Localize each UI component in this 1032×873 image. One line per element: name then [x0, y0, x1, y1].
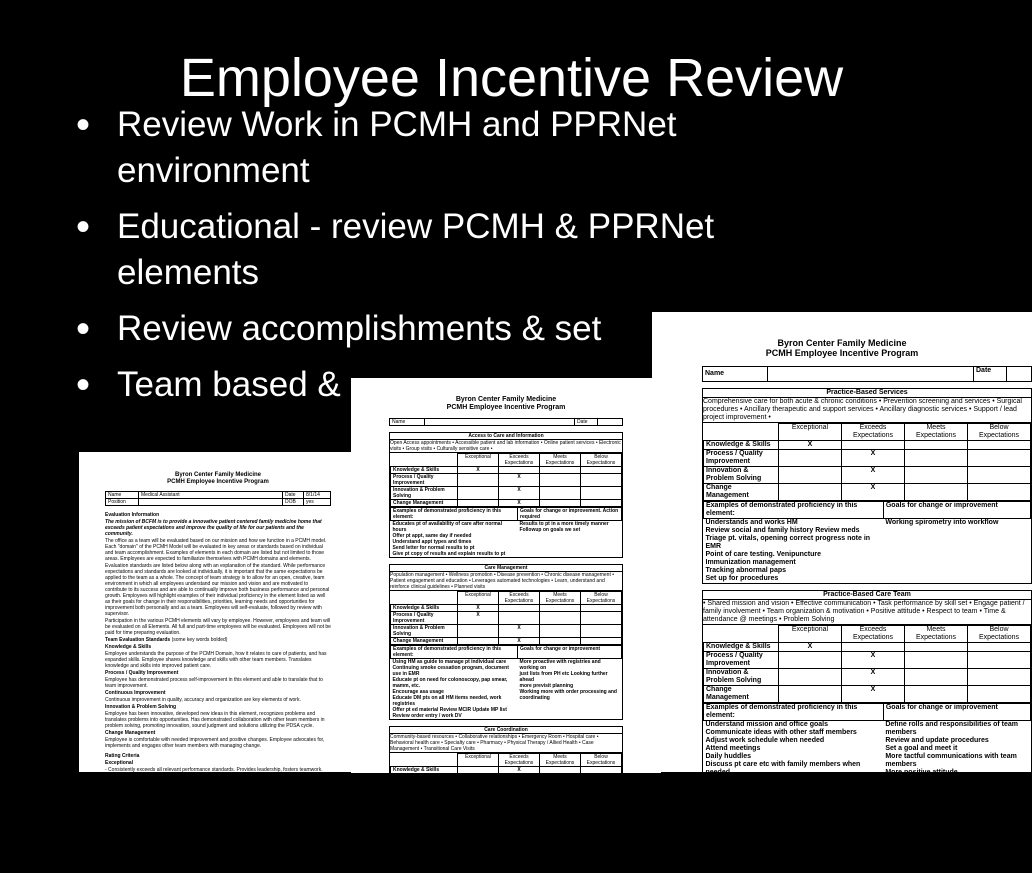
rating-cell: [458, 612, 499, 625]
goals-list: [883, 519, 1030, 584]
rating-cell: [581, 605, 622, 612]
bullet-icon: •: [76, 363, 91, 407]
example-item: Understands and works HM: [705, 519, 798, 526]
doc-header: Byron Center Family Medicine PCMH Employee Incentive Program: [167, 472, 269, 485]
section-description: Evidence-based best practices • Medication management • Patient satisfaction • Clinical outcomes analysis • Quality improvement • Risk management • Regulatory compliance • Exceptional patient experience • Quality of work • Ownership / correction of errors: [703, 802, 1031, 827]
rating-cell: [842, 845, 905, 854]
examples-goals-table: [390, 645, 622, 719]
rating-cell: [540, 767, 581, 774]
example-item: Offer pt appt, same day if needed: [392, 533, 472, 539]
rating-cell: [905, 484, 968, 501]
examples-goals-table: [703, 501, 1031, 583]
doc-header: Byron Center Family Medicine PCMH Employee Incentive Program: [446, 396, 566, 411]
rating-mark: X: [870, 686, 876, 693]
rating-table: [390, 753, 622, 807]
rating-row-label: Knowledge & Skills: [704, 441, 779, 450]
rating-cell: [968, 450, 1031, 467]
rating-column-header: Exceptional: [458, 754, 499, 767]
rating-cell: [905, 669, 968, 686]
rating-table: [703, 827, 1031, 854]
rating-cell: [499, 787, 540, 800]
rating-cell: [499, 767, 540, 774]
rating-row-label: Change Management: [391, 500, 458, 507]
evaluation-form-doc-3: [652, 312, 1032, 870]
example-item: Adjust work schedule when needed: [705, 737, 825, 744]
rating-cell: [842, 467, 905, 484]
rating-cell: [905, 686, 968, 703]
example-item: Daily huddles: [705, 753, 752, 760]
bullet-icon: •: [76, 205, 91, 249]
rating-mark: X: [870, 450, 876, 457]
goal-item: just lists from PH etc Looking further ahead: [519, 671, 608, 683]
rating-mark: X: [517, 774, 521, 780]
rating-cell: [905, 845, 968, 854]
example-item: Offer pt ed material Review MCIR Update MP list: [392, 707, 507, 713]
examples-list: [391, 659, 518, 720]
rating-cell: [842, 643, 905, 652]
goal-item: Working spirometry into workflow: [885, 519, 999, 526]
goals-list: [883, 721, 1030, 786]
rating-column-header: Exceeds Expectations: [842, 626, 905, 643]
rating-header-blank: [391, 754, 458, 767]
rating-column-header: Below Expectations: [581, 754, 622, 767]
doc-header: Byron Center Family Medicine PCMH Employee Incentive Program: [765, 338, 919, 358]
example-item: Understand mission and office goals: [705, 721, 829, 728]
rating-cell: [540, 474, 581, 487]
name-date-table: Name Date: [702, 366, 1032, 382]
rating-cell: [458, 474, 499, 487]
examples-list: [391, 521, 518, 558]
section-title: Access to Care and Information: [390, 433, 622, 440]
rating-row-label: Innovation & Problem Solving: [391, 487, 458, 500]
bullet-item: • Team based &: [76, 363, 341, 407]
rating-column-header: Exceeds Expectations: [499, 754, 540, 767]
rating-cell: [581, 787, 622, 800]
form-section: [702, 792, 1032, 873]
rating-cell: [581, 800, 622, 807]
slide-title: Employee Incentive Review: [179, 48, 844, 108]
example-item: Immunization management: [705, 559, 796, 566]
rating-cell: [540, 500, 581, 507]
rating-row-label: Innovation & Problem Solving: [391, 787, 458, 800]
rating-cell: [905, 652, 968, 669]
example-item: Set up for procedures: [705, 575, 779, 582]
examples-label: Examples of demonstrated proficiency in this element:: [391, 508, 518, 521]
rating-cell: [779, 450, 842, 467]
rating-cell: [779, 845, 842, 854]
goal-item: More proactive with registries and working on: [519, 659, 601, 671]
rating-mark: X: [517, 500, 521, 506]
rating-column-header: Meets Expectations: [905, 828, 968, 845]
rating-cell: [499, 800, 540, 807]
evaluation-form-doc-2: [351, 378, 661, 820]
rating-row-label: Process / Quality Improvement: [391, 474, 458, 487]
rating-header-blank: [704, 828, 779, 845]
rating-cell: [581, 467, 622, 474]
example-item: Review social and family history Review meds: [705, 527, 860, 534]
rating-header-blank: [704, 626, 779, 643]
rating-column-header: Exceeds Expectations: [842, 828, 905, 845]
rating-cell: [458, 500, 499, 507]
goal-item: Working more with order processing and coordinating: [519, 689, 617, 701]
rating-cell: [458, 625, 499, 638]
rating-row-label: Process / Quality Improvement: [704, 450, 779, 467]
rating-cell: [458, 800, 499, 807]
examples-goals-table: [390, 507, 622, 557]
evaluation-form-doc-1: Byron Center Family Medicine PCMH Employee Incentive Program Name Medical Assistant Date 8/1/14 Position DOB yes Evaluation Information The mission of BCFM is to provide a innovative patient centered family medicine home that exceeds patient expectations and improve the quality of life for our patients and the community. The office as a team will be evaluated based on our mission and how we function in a PCMH model. Each "domain" of the PCMH Model will be evaluated in key areas or standards based on individual and team accomplishment. Examples of elements in each domain are listed but not limited to those areas. Employees are expected to familiarize themselves with PCMH domains and elements. Evaluation standards are listed below along with an explanation of the standard. While performance expectations and standards are looked at individually, it is important that the same expectations be applied to the team as a whole. The concept of team strategy is to allow for an open, creative, team environment in which all employees understand our mission and vision and are motivated to contribute to its success and are able to continually improve both business performance and personal growth. Employees will highlight examples of their individual proficiency in the element listed as well as their goals for change in their responsibilities, priorities, learning needs and opportunities for improvement both personally and as a team. Employees will self-evaluate, followed by review with supervisor. Participation in the various PCMH elements will vary by employee. However, employees and team will be evaluated on all Elements. All full and part-time employees will be evaluated. Employees will not be paid for time preparing evaluation. Team Evaluation Standards (some key words bolded) Knowledge & Skills Employee understands the purpose of the PCMH Domain, how it relates to care of patients, and has expanded skills. Employee shares knowledge and skills with other team members. Translates knowledge and skills into improved patient care. Process / Quality Improvement Employee has demonstrated process self-improvement in this element and able to translate that to team improvement. Continuous Improvement Continuous improvement in quality, accuracy and organization are key elements of work. Innovation & Problem Solving Employee has been innovative, developed new ideas in this element, recognizes problems and translates problems into opportunities. Has demonstrated collaboration with other team members in problem solving, promoting innovation, sound judgment and solutions utilizing the PDSA cycle. Change Management Employee is comfortable with needed improvement and positive changes. Employee advocates for, implements and engages other team members with managing change. Rating Criteria Exceptional - Consistently exceeds all relevant performance standards. Provides leadership, fosters teamwork. Highly productive, innovative, responsive. Generates top quality work. Exceptional has to be Exceptional! - and explain why. Exceeds Expectations - Consistently meets and often exceeds relevant performance standards. Shows initiative and versatility, works collaboratively. Has strong technical & interpersonal skills or has achieved significant improvement in these areas. Demonstrates the ability to go above and beyond what is required for successful development of this domain, is interested in gaining more knowledge & skills. Meets Expectations: [79, 452, 357, 772]
rating-row-label: Process / Quality Improvement: [704, 652, 779, 669]
rating-row-label: Innovation & Problem Solving: [391, 625, 458, 638]
goals-list: [518, 659, 622, 720]
section-title: Care Coordination: [390, 727, 622, 734]
rating-cell: [968, 441, 1031, 450]
rating-column-header: Meets Expectations: [540, 754, 581, 767]
rating-cell: [458, 767, 499, 774]
rating-column-header: Meets Expectations: [540, 592, 581, 605]
rating-column-header: Meets Expectations: [905, 626, 968, 643]
form-section: [389, 432, 623, 558]
rating-mark: X: [517, 474, 521, 480]
goals-list: [518, 521, 622, 558]
rating-cell: [968, 484, 1031, 501]
rating-table: [390, 453, 622, 507]
example-item: Educates pt of availability of care after normal hours: [392, 521, 502, 533]
examples-label: Examples of demonstrated proficiency in this element:: [391, 646, 518, 659]
rating-table: [703, 423, 1031, 501]
example-item: Give advice to team members: [705, 777, 805, 784]
rating-cell: [581, 767, 622, 774]
employee-info-table: Name Medical Assistant Date 8/1/14 Position DOB yes: [105, 491, 331, 506]
example-item: Review order entry / work DV: [392, 713, 462, 719]
rating-cell: [968, 669, 1031, 686]
rating-cell: [842, 686, 905, 703]
rating-row-label: Knowledge & Skills: [391, 605, 458, 612]
doc2-sections: [389, 432, 623, 822]
form-section: [702, 590, 1032, 786]
goals-label: Goals for change or improvement: [883, 502, 1030, 519]
example-item: Send letter for normal results to pt: [392, 545, 475, 551]
example-item: Continuing smoke cessation program, document use in EMR: [392, 665, 509, 677]
rating-cell: [779, 441, 842, 450]
rating-mark: X: [807, 643, 813, 650]
rating-row-label: Process / Quality Improvement: [391, 774, 458, 787]
rating-column-header: Exceeds Expectations: [499, 592, 540, 605]
goals-label: Goals for change or improvement: [518, 646, 622, 659]
examples-goals-table: [390, 807, 622, 821]
example-item: Attend meetings: [705, 745, 761, 752]
rating-cell: [779, 686, 842, 703]
rating-column-header: Below Expectations: [968, 828, 1031, 845]
rating-cell: [458, 787, 499, 800]
rating-cell: [905, 441, 968, 450]
example-item: Using HM as guide to manage pt individual care: [392, 659, 507, 665]
rating-cell: [499, 774, 540, 787]
goals-label: Goals for change or improvement: [883, 855, 1030, 872]
rating-column-header: Below Expectations: [581, 592, 622, 605]
name-date-table: Name Date: [389, 418, 623, 426]
rating-mark: X: [807, 441, 813, 448]
section-title: Practice-Based Care Team: [703, 591, 1031, 600]
example-item: Communicate ideas with other staff members: [705, 729, 857, 736]
rating-table: [703, 625, 1031, 703]
example-item: Tracking abnormal paps: [705, 567, 787, 574]
example-item: Discuss pt care etc with family members when needed: [705, 761, 861, 776]
rating-mark: X: [517, 787, 521, 793]
goals-label: Goals for change or improvement: [883, 704, 1030, 721]
rating-cell: [905, 467, 968, 484]
rating-row-label: Change Management: [704, 484, 779, 501]
form-section: [702, 388, 1032, 584]
example-item: Point of care testing. Venipuncture: [705, 551, 822, 558]
rating-column-header: Exceptional: [779, 828, 842, 845]
rating-row-label: Change Management: [391, 638, 458, 645]
section-title: Practice-Based Services: [703, 389, 1031, 398]
rating-cell: [540, 487, 581, 500]
form-section: [389, 726, 623, 822]
rating-cell: [499, 500, 540, 507]
rating-cell: [905, 643, 968, 652]
goal-item: More tactful communications with team members: [885, 753, 1017, 768]
rating-header-blank: [704, 424, 779, 441]
rating-column-header: Meets Expectations: [540, 454, 581, 467]
section-title: Care Management: [390, 565, 622, 572]
section-description: Open Access appointments • Accessible patient and lab information • Online patient services • Electronic visits • Group visits • Culturally sensitive care •: [390, 440, 621, 452]
examples-goals-table: [703, 854, 1031, 872]
rating-row-label: Knowledge & Skills: [391, 467, 458, 474]
bullet-icon: •: [76, 103, 91, 147]
rating-mark: X: [476, 605, 480, 611]
rating-mark: X: [870, 484, 876, 491]
rating-column-header: Below Expectations: [968, 626, 1031, 643]
rating-cell: [842, 669, 905, 686]
rating-cell: [779, 669, 842, 686]
rating-row-label: Innovation & Problem Solving: [704, 467, 779, 484]
rating-cell: [581, 638, 622, 645]
rating-mark: X: [870, 652, 876, 659]
rating-row-label: Knowledge & Skills: [704, 643, 779, 652]
rating-header-blank: [391, 592, 458, 605]
rating-mark: X: [517, 767, 521, 773]
bullet-item: • Review Work in PCMH and PPRNet environment: [76, 103, 677, 190]
goal-item: More positive attitude: [885, 769, 958, 776]
rating-cell: [581, 487, 622, 500]
rating-cell: [842, 484, 905, 501]
goal-item: Define rolls and responsibilities of team members: [885, 721, 1018, 736]
rating-cell: [581, 500, 622, 507]
goals-label: Goals for change or improvement. Action required: [518, 508, 622, 521]
rating-cell: [540, 467, 581, 474]
rating-column-header: Exceeds Expectations: [842, 424, 905, 441]
rating-cell: [499, 625, 540, 638]
rating-mark: X: [517, 625, 521, 631]
section-description: Comprehensive care for both acute & chronic conditions • Prevention screening and services • Surgical procedures • Ancillary therapeutic and support services • Ancillary diagnostic services • Support / lead project improvement •: [703, 398, 1031, 423]
rating-cell: [968, 643, 1031, 652]
goal-item: Review and update procedures: [885, 737, 989, 744]
goals-label: Goals for change or improvement: [518, 808, 622, 821]
rating-cell: [779, 652, 842, 669]
rating-cell: [540, 787, 581, 800]
examples-list: [704, 519, 884, 584]
example-item: Give pt copy of results and explain results to pt: [392, 551, 506, 557]
rating-cell: [540, 800, 581, 807]
example-item: Encourage asa usage: [392, 689, 444, 695]
rating-mark: X: [517, 638, 521, 644]
example-item: Understand appt types and times: [392, 539, 472, 545]
rating-cell: [968, 652, 1031, 669]
rating-row-label: Knowledge & Skills: [704, 845, 779, 854]
bullet-item: • Review accomplishments & set: [76, 307, 602, 351]
rating-column-header: Exceptional: [779, 424, 842, 441]
example-item: Educate DM pts on all HM items needed, work registries: [392, 695, 502, 707]
examples-goals-table: [703, 703, 1031, 785]
examples-label: Examples of demonstrated proficiency in this element:: [704, 704, 884, 721]
rating-cell: [458, 774, 499, 787]
rating-row-label: Knowledge & Skills: [391, 767, 458, 774]
rating-cell: [968, 845, 1031, 854]
doc3-sections: [702, 388, 1032, 873]
rating-cell: [499, 605, 540, 612]
goal-item: Set a goal and meet it: [885, 745, 958, 752]
section-description: Population management • Wellness promotion • Disease prevention • Chronic disease management • Patient engagement and education • Leverages automated technologies • Learn, understand and reinforce clinical guidelines • Planned visits: [390, 572, 622, 591]
rating-column-header: Below Expectations: [581, 454, 622, 467]
rating-cell: [842, 652, 905, 669]
rating-mark: X: [870, 467, 876, 474]
section-description: Community-based resources • Collaborative relationships • Emergency Room • Hospital care • Behavioral health care • Specialty care • Pharmacy • Physical Therapy / Allied Health • Case Management • Transitional Care Visits: [390, 734, 622, 753]
rating-column-header: Exceeds Expectations: [499, 454, 540, 467]
rating-row-label: Change Management: [391, 800, 458, 807]
rating-cell: [779, 643, 842, 652]
rating-header-blank: [391, 454, 458, 467]
examples-label: Examples of demonstrated proficiency in this element:: [704, 502, 884, 519]
section-description: • Shared mission and vision • Effective communication • Task performance by skill set • Engage patient / family involvement • Team organization & motivation • Positive attitude • Respect to team • Time & attendance @ meetings • Problem Solving: [703, 600, 1031, 625]
rating-mark: X: [476, 467, 480, 473]
rating-cell: [458, 638, 499, 645]
rating-cell: [842, 441, 905, 450]
rating-cell: [540, 774, 581, 787]
rating-cell: [540, 605, 581, 612]
rating-row-label: Change Management: [704, 686, 779, 703]
rating-cell: [779, 467, 842, 484]
rating-cell: [779, 484, 842, 501]
example-item: Educate pt on need for colonoscopy, pap smear, mamm, etc.: [392, 677, 508, 689]
examples-label: Examples of demonstrated proficiency in this element:: [391, 808, 518, 821]
rating-cell: [499, 638, 540, 645]
rating-mark: X: [870, 669, 876, 676]
rating-cell: [968, 686, 1031, 703]
rating-cell: [499, 467, 540, 474]
example-item: Triage pt. vitals, opening correct progress note in EMR: [705, 535, 871, 550]
rating-cell: [458, 487, 499, 500]
rating-column-header: Exceptional: [779, 626, 842, 643]
rating-cell: [540, 638, 581, 645]
section-title: Quality & Safety: [703, 793, 1031, 802]
form-section: [389, 564, 623, 720]
rating-cell: [842, 450, 905, 467]
rating-cell: [581, 625, 622, 638]
rating-table: [390, 591, 622, 645]
rating-mark: X: [476, 612, 480, 618]
rating-cell: [499, 612, 540, 625]
rating-column-header: Exceptional: [458, 454, 499, 467]
rating-column-header: Below Expectations: [968, 424, 1031, 441]
rating-cell: [581, 474, 622, 487]
goal-item: more previsit planning: [519, 683, 574, 689]
rating-row-label: Innovation & Problem Solving: [704, 669, 779, 686]
bullet-icon: •: [76, 307, 91, 351]
rating-cell: [968, 467, 1031, 484]
examples-label: Examples of demonstrated proficiency in this element:: [704, 855, 884, 872]
rating-mark: X: [807, 845, 813, 852]
rating-row-label: Process / Quality Improvement: [391, 612, 458, 625]
rating-cell: [499, 487, 540, 500]
bullet-item: • Educational - review PCMH & PPRNet elements: [76, 205, 715, 292]
examples-list: [704, 721, 884, 786]
rating-cell: [581, 774, 622, 787]
rating-cell: [905, 450, 968, 467]
rating-cell: [458, 467, 499, 474]
goal-item: Results to pt in a more timely manner: [519, 521, 609, 527]
rating-mark: X: [517, 487, 521, 493]
rating-cell: [540, 625, 581, 638]
rating-column-header: Exceptional: [458, 592, 499, 605]
rating-cell: [540, 612, 581, 625]
rating-column-header: Meets Expectations: [905, 424, 968, 441]
rating-cell: [581, 612, 622, 625]
rating-mark: X: [517, 800, 521, 806]
rating-cell: [499, 474, 540, 487]
goal-item: Followup on goals we set: [519, 527, 581, 533]
rating-cell: [458, 605, 499, 612]
